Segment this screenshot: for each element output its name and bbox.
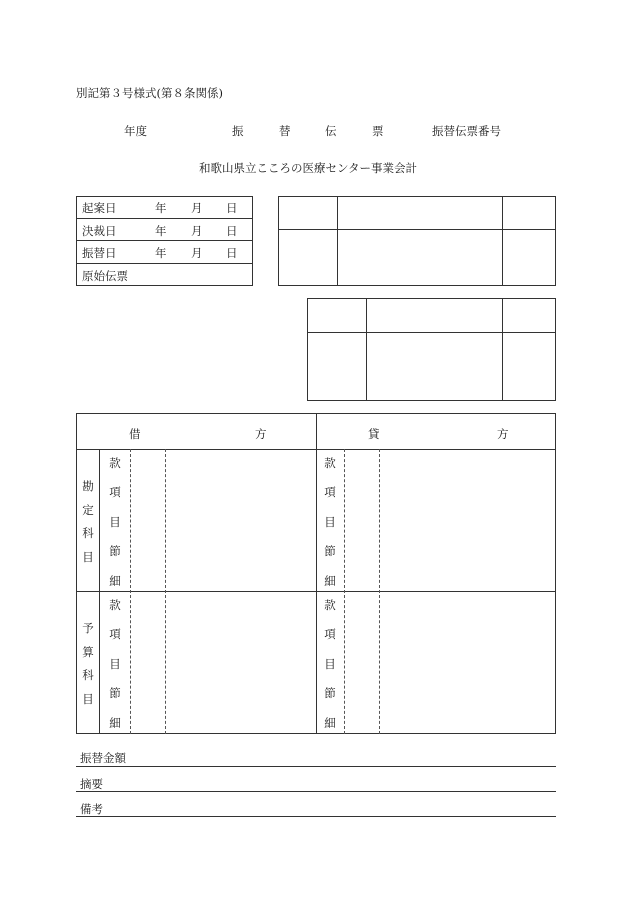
subject-label-saimoku: 細: [324, 716, 336, 730]
transfer-amount-label: 振替金額: [80, 751, 126, 765]
subject-label-moku: 目: [109, 657, 121, 671]
ledger-dashed-guide: [344, 449, 345, 734]
year-unit: 年: [155, 246, 167, 260]
subject-label-saimoku: 細: [324, 574, 336, 588]
subject-label-saimoku: 細: [109, 716, 121, 730]
transfer-date-label: 振替日: [82, 246, 117, 260]
subject-label-moku: 目: [109, 515, 121, 529]
date-box-divider: [76, 263, 253, 264]
subject-label-setsu: 節: [109, 686, 121, 700]
original-voucher-label: 原始伝票: [82, 269, 128, 283]
approval-date-label: 決裁日: [82, 224, 117, 238]
budget-section-char: 目: [82, 692, 94, 706]
approval-box-divider: [502, 196, 503, 286]
month-unit: 月: [191, 224, 203, 238]
subject-label-moku: 目: [324, 657, 336, 671]
stamp-box-divider: [502, 298, 503, 401]
subject-label-setsu: 節: [324, 544, 336, 558]
subject-label-kan: 款: [324, 456, 336, 470]
ledger-label-divider: [99, 449, 100, 734]
debit-header-char-1: 借: [129, 427, 141, 441]
subject-label-kou: 項: [109, 627, 121, 641]
stamp-box-divider: [307, 332, 556, 333]
debit-header-char-2: 方: [255, 427, 267, 441]
subject-label-moku: 目: [324, 515, 336, 529]
approval-box-divider: [278, 229, 556, 230]
subject-label-kan: 款: [109, 456, 121, 470]
subject-label-setsu: 節: [109, 544, 121, 558]
day-unit: 日: [226, 224, 238, 238]
stamp-box-divider: [366, 298, 367, 401]
subject-label-kan: 款: [109, 598, 121, 612]
fiscal-year-label: 年度: [124, 124, 147, 138]
day-unit: 日: [226, 201, 238, 215]
budget-section-char: 予: [82, 621, 94, 635]
budget-section-char: 算: [82, 645, 94, 659]
ledger-dashed-guide: [165, 449, 166, 734]
stamp-box: [307, 298, 556, 401]
approval-box: [278, 196, 556, 286]
title-char-3: 伝: [325, 124, 337, 138]
ledger-dashed-guide: [379, 449, 380, 734]
year-unit: 年: [155, 201, 167, 215]
day-unit: 日: [226, 246, 238, 260]
ledger-dashed-guide: [130, 449, 131, 734]
month-unit: 月: [191, 201, 203, 215]
month-unit: 月: [191, 246, 203, 260]
budget-section-char: 科: [82, 668, 94, 682]
credit-header-char-2: 方: [497, 427, 509, 441]
subject-label-kan: 款: [324, 598, 336, 612]
ledger-section-divider: [76, 591, 556, 592]
remarks-label: 備考: [80, 802, 103, 816]
organization-name: 和歌山県立こころの医療センター事業会計: [199, 161, 418, 175]
transfer-amount-line: [76, 766, 556, 767]
title-char-4: 票: [372, 124, 384, 138]
date-box-divider: [76, 218, 253, 219]
subject-label-saimoku: 細: [109, 574, 121, 588]
subject-label-kou: 項: [324, 485, 336, 499]
subject-label-kou: 項: [109, 485, 121, 499]
subject-label-kou: 項: [324, 627, 336, 641]
title-char-2: 替: [279, 124, 291, 138]
form-reference: 別記第３号様式(第８条関係): [76, 86, 223, 100]
account-section-char: 定: [82, 503, 94, 517]
subject-label-setsu: 節: [324, 686, 336, 700]
approval-box-divider: [337, 196, 338, 286]
credit-header-char-1: 貸: [368, 427, 380, 441]
ledger-center-divider: [316, 413, 317, 734]
voucher-number-label: 振替伝票番号: [432, 124, 501, 138]
account-section-char: 勘: [82, 479, 94, 493]
account-section-char: 科: [82, 526, 94, 540]
summary-line: [76, 791, 556, 792]
date-box-divider: [76, 240, 253, 241]
title-char-1: 振: [232, 124, 244, 138]
account-section-char: 目: [82, 550, 94, 564]
summary-label: 摘要: [80, 777, 103, 791]
remarks-line: [76, 816, 556, 817]
year-unit: 年: [155, 224, 167, 238]
draft-date-label: 起案日: [82, 201, 117, 215]
